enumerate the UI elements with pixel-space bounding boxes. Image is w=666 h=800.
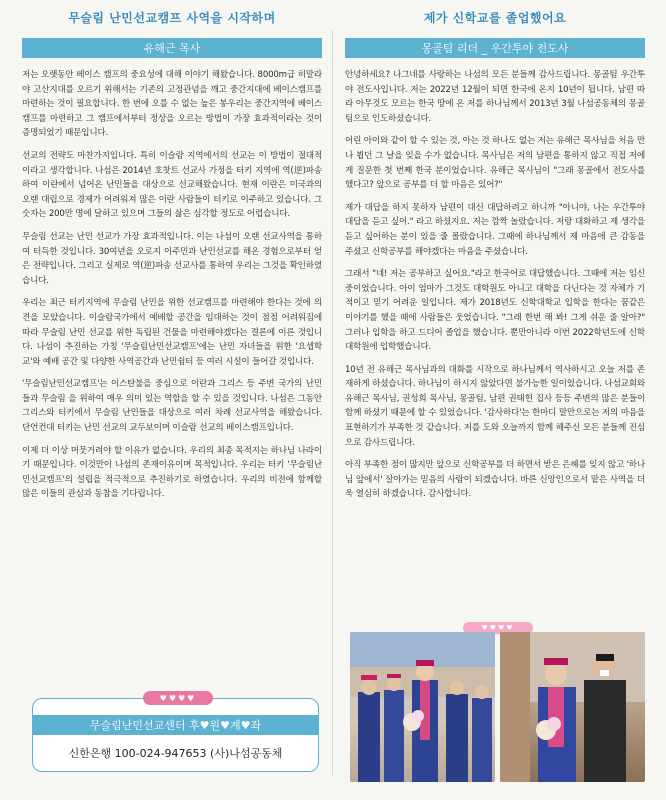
graduates-illustration bbox=[350, 632, 495, 782]
graduation-photos bbox=[345, 622, 655, 792]
right-article-title: 제가 신학교를 졸업했어요 bbox=[423, 10, 567, 25]
right-column bbox=[345, 0, 645, 510]
right-paragraph: 제가 대답을 하지 못하자 남편이 대신 대답하려고 하니까 "아니야, 나는 우간투야 대답을 듣고 싶어." 라고 하셨지요. 저는 깜짝 놀랐습니다. 저랑 대화하고 제 생각을 듣고 싶어하는 분이 있을 줄 몰랐습니다. 그때에 하나님께서 제 마음에 큰 감동을 주셨고 신학공부를 해야겠다는 마음을 주셨습니다. bbox=[345, 202, 645, 257]
donation-account: 신한은행 100-024-947653 (사)나섬공동체 bbox=[68, 747, 283, 760]
right-article-body bbox=[345, 68, 645, 502]
hearts-badge: ♥♥♥♥ bbox=[143, 691, 213, 705]
left-paragraph: 저는 오랫동안 베이스 캠프의 중요성에 대해 이야기 해왔습니다. 8000m급 히말라야 고산지대를 오르기 위해서는 기존의 고정관념을 깨고 중간지대에 베이스캠프를 마련하는 것이 필요합니다. 한 번에 오를 수 없는 높은 봉우리는 중간지역에 베이스캠프를 마련하고 그 캠프에서부터 정상을 오르는 방법이 가장 효과적이라는 것이 증명되었기 때문입니다. bbox=[22, 70, 322, 139]
left-paragraph: 선교의 전략도 마찬가지입니다. 특히 이슬람 지역에서의 선교는 이 방법이 절대적이라고 생각합니다. 나섬은 2014년 호찻트 선교사 가정을 터키 지역에 역(逆)파송하여 이란에서 넘어온 난민들을 대상으로 선교해왔습니다. 현재 이란은 미국과의 오랜 대립으로 경제가 어려워져 많은 이란 사람들이 터키로 이주하고 있습니다. 그 숫자는 200만 명에 달하고 있으며 그들의 삶은 심각할 정도로 어렵습니다. bbox=[22, 150, 322, 220]
right-paragraph: 그래서 "네! 저는 공부하고 싶어요."라고 한국어로 대답했습니다. 그때에 저는 임신 중이었습니다. 아이 엄마가 그것도 대학원도 아니고 대학을 다닌다는 것 자체가 기적이고 믿기 어려운 일입니다. 제가 2018년도 신학대학교 입학을 한다는 꿈같은 이야기를 했을 때에 사람들은 웃었습니다. "그래 한번 해 봐! 그게 쉬운 줄 알아?" 그러나 입학을 하고 드디어 졸업을 했습니다. 뿐만아니라 이번 2022학년도에 신학대학원에 입학했습니다. bbox=[345, 269, 645, 353]
right-paragraph: 10년 전 유해근 목사님과의 대화를 시작으로 하나님께서 역사하시고 오늘 저를 존재하게 하셨습니다. 하나님이 하시지 않았다면 불가능한 일이었습니다. 나섬교회와 유해근 목사님, 권성희 목사님, 몽골팀, 남편 권태헌 집사 등등 주변의 많은 분들이 함께 하셨기 때문에 할 수 있었습니다. '감사하다'는 한마디 말만으로는 저의 마음을 표현하기가 부족한 것 같습니다. 저를 도와 오늘까지 함께 해주신 모든 분들께 진심으로 감사드립니다. bbox=[345, 364, 645, 448]
photo-hearts-badge: ♥♥♥♥ bbox=[463, 622, 533, 634]
donation-title: 무슬림난민선교센터 후♥원♥계♥좌 bbox=[33, 715, 318, 735]
left-article-author: 유해근 목사 bbox=[22, 38, 322, 58]
left-paragraph: 이제 더 이상 머뭇거려야 할 이유가 없습니다. 우리의 최종 목적지는 하나님 나라이기 때문입니다. 이것만이 나섬의 존재이유이며 목적입니다. 우리는 터키 '무슬림난민선교캠프'의 설립을 적극적으로 추진하기로 하였습니다. 우리의 비전에 함께할 많은 이들의 관심과 동참을 기다립니다. bbox=[22, 445, 322, 500]
donation-box bbox=[32, 693, 319, 772]
left-column bbox=[22, 0, 322, 510]
right-paragraph: 어린 아이와 같이 할 수 있는 것, 아는 것 하나도 없는 저는 유해근 목사님을 처음 만나 뵙던 그 날을 잊을 수가 없습니다. 목사님은 저의 남편을 통하지 않고 직접 저에게 질문한 첫 번째 한국 분이었습니다. 유해근 목사님이 "그래 몽골에서 전도사를 했다고? 앞으로 공부를 더 할 마음은 있어?" bbox=[345, 136, 645, 191]
left-article-title: 무슬림 난민선교캠프 사역을 시작하며 bbox=[68, 10, 276, 25]
column-divider bbox=[332, 30, 333, 775]
right-article-author: 몽골팀 리더 _ 우간투야 전도사 bbox=[345, 38, 645, 58]
right-paragraph: 안녕하세요? 나그네를 사랑하는 나섬의 모든 분들께 감사드립니다. 몽골팀 우간투야 전도사입니다. 저는 2022년 12월이 되면 한국에 온지 10년이 됩니다. 남편 따라 아무것도 모르는 한국 땅에 온 저를 하나님께서 2013년 3월 나섬공동체의 몽골팀으로 인도하셨습니다. bbox=[345, 70, 645, 124]
couple-illustration bbox=[500, 632, 645, 782]
left-article-body bbox=[22, 68, 322, 502]
left-paragraph: 무슬림 선교는 난민 선교가 가장 효과적입니다. 이는 나섬이 오랜 선교사역을 통하여 터득한 것입니다. 30여년을 오로지 이주민과 난민선교를 해온 경험으로부터 얻은 전략입니다. 그리고 실제로 역(逆)파송 선교사를 통하여 우리는 그것을 확인하였습니다. bbox=[22, 231, 322, 286]
left-paragraph: '무슬림난민선교캠프'는 이스탄불을 중심으로 이란과 그리스 등 주변 국가의 난민들과 무슬림 을 위하여 매우 의미 있는 역할을 할 수 있을 것입니다. 나섬은 그동안 그리스와 터키에서 무슬림 난민들을 대상으로 여러 차례 선교사역을 해왔습니다. 단언컨대 터키는 난민 선교의 교두보이며 이슬람 선교의 베이스캠프입니다. bbox=[22, 379, 322, 434]
left-paragraph: 우리는 최근 터키지역에 무슬림 난민을 위한 선교캠프를 마련해야 한다는 것에 의견을 모았습니다. 이슬람국가에서 예배할 공간을 임대하는 것이 점점 어려워짐에 따라 무슬림 난민 선교를 위한 독립된 건물을 마련해야겠다는 결론에 이른 것입니다. 나섬이 추진하는 가칭 '무슬림난민선교캠프'에는 난민 자녀들을 위한 '요셉학교'와 예배 공간 및 다양한 사역공간과 난민쉼터 등 여러 시설이 들어갈 것입니다. bbox=[22, 298, 322, 367]
right-paragraph: 아직 부족한 점이 많지만 앞으로 신학공부를 더 하면서 받은 은혜를 잊지 않고 '하나님 앞에서' 살아가는 믿음의 사람이 되겠습니다. 바른 신앙인으로서 맡은 사역을 더욱 열심히 하겠습니다. 감사합니다. bbox=[345, 460, 645, 500]
graduation-photo-couple bbox=[500, 632, 645, 782]
graduation-photo-group bbox=[350, 632, 495, 782]
